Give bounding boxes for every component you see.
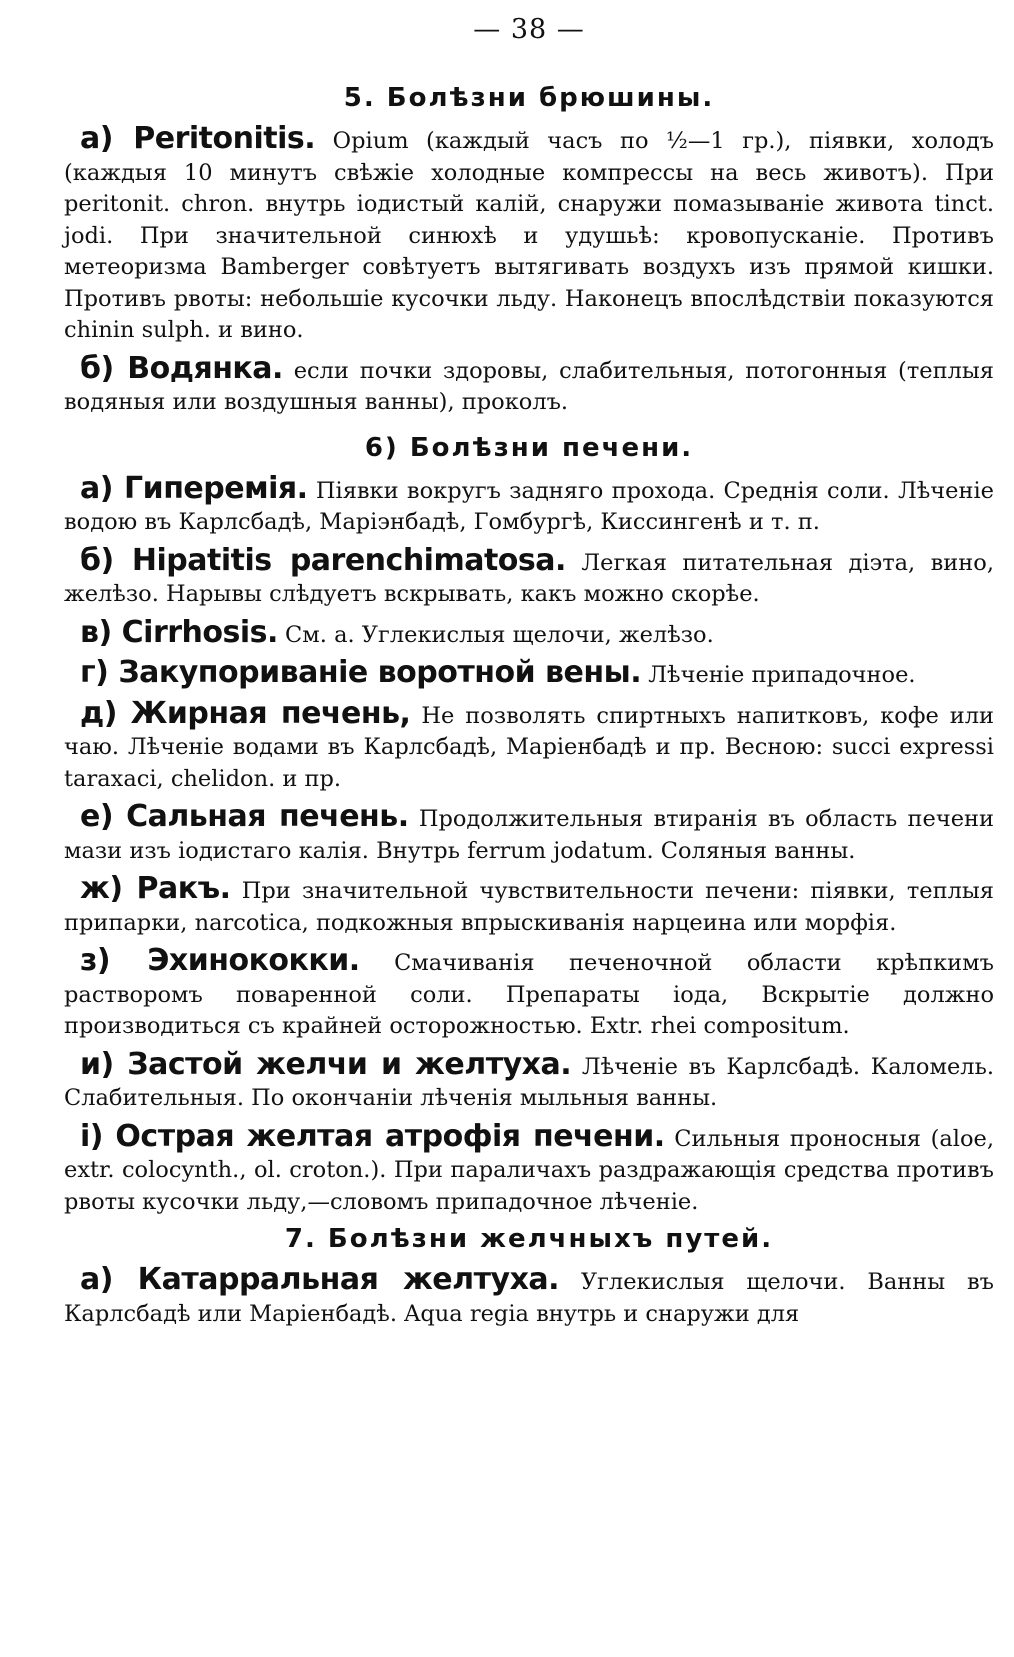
entry-text: Легкая питательная діэта, вино, желѣзо. Нарывы слѣдуетъ вскрывать, какъ можно скорѣе. [64,549,994,607]
section-heading-bile-ducts: 7. Болѣзни желчныхъ путей. [284,1224,774,1254]
entry-term: і) Острая желтая атрофія печени. [80,1118,665,1154]
entry-text: Продолжительныя втиранія въ область печени мази изъ іодистаго калія. Внутрь ferrum jodatum. Соляныя ванны. [64,806,995,864]
entry-text: Не позволять спиртныхъ напитковъ, кофе или чаю. Лѣченіе водами въ Карлсбадѣ, Маріенбадѣ и пр. Весною: succi expressi taraxaci, chelidon. и пр. [64,702,994,792]
entry-text: Opium (каждый часъ по ½—1 гр.), піявки, холодъ (каждыя 10 минутъ свѣжіе холодные компрессы на весь животъ). При peritonit. chron. внутрь іодистый калій, снаружи помазываніе живота tinct. jodi. При значительной синюхѣ и удушьѣ: кровопусканіе. Противъ метеоризма Bamberger совѣтуетъ вытягивать воздухъ изъ прямой кишки. Противъ рвоты: небольшіе кусочки льду. Наконецъ впослѣдствіи показуются chinin sulph. и вино. [64,128,994,343]
entry-term: ж) Ракъ. [80,871,231,906]
entry-text: Углекислыя щелочи. Ванны въ Карлсбадѣ или Маріенбадѣ. Aqua regia внутрь и снаружи для [64,1269,994,1327]
entry-term: а) Гиперемія. [80,470,308,506]
entry-term: з) Эхинококки. [80,943,360,978]
entry-peritonitis [64,123,994,347]
entry-term: е) Сальная печень. [80,799,409,834]
entry-term: в) Cirrhosis. [80,614,278,650]
entry-term: б) Водянка. [80,350,283,386]
entry-portal-vein [64,657,994,692]
entry-term: а) Катарральная желтуха. [80,1262,560,1297]
entry-text: если почки здоровы, слабительныя, потогонныя (теплыя водяныя или воздушныя ванны), проколъ. [64,357,994,415]
entry-text: Лѣченіе въ Карлсбадѣ. Каломель. Слабительныя. По окончаніи лѣченія мыльныя ванны. [64,1053,994,1111]
entry-yellow-atrophy [64,1118,994,1219]
entry-text: См. а. Углекислыя щелочи, желѣзо. [277,621,714,648]
entry-fatty-liver [64,695,994,796]
page-number: — 38 — [473,14,585,45]
section-heading-peritoneum: 5. Болѣзни брюшины. [343,83,715,113]
entry-echinococci [64,945,994,1043]
entry-term: г) Закупориваніе воротной вены. [80,655,642,690]
entry-term: а) Peritonitis. [80,121,316,156]
entry-term: д) Жирная печень, [80,695,411,731]
entry-hepatitis [64,542,994,611]
entry-catarrhal-jaundice [64,1264,994,1330]
entry-text: Сильныя проносныя (aloe, extr. colocynth., ol. croton.). При параличахъ раздражающія средства противъ рвоты кусочки льду,—словомъ припадочное лѣченіе. [64,1125,994,1215]
entry-text: При значительной чувствительности печени: піявки, теплыя припарки, narcotica, подкожныя впрыскиванія нарцеина или морфія. [64,878,994,936]
entry-term: и) Застой желчи и желтуха. [80,1046,572,1082]
entry-hyperemia [64,470,994,539]
entry-term: б) Hipatitis parenchimatosa. [80,542,566,578]
book-page [64,14,994,1336]
entry-dropsy [64,350,994,419]
entry-cirrhosis [64,614,994,652]
entry-cancer [64,873,994,939]
entry-text: Лѣченіе припадочное. [641,662,916,688]
entry-bile-stasis [64,1046,994,1115]
entry-amyloid-liver [64,801,994,867]
entry-text: Смачиванія печеночной области крѣпкимъ растворомъ поваренной соли. Препараты іода, Вскрытіе должно производиться съ крайней осторожностью. Extr. rhei compositum. [64,950,994,1039]
entry-text: Піявки вокругъ задняго прохода. Среднія соли. Лѣченіе водою въ Карлсбадѣ, Маріэнбадѣ, Гомбургѣ, Киссингенѣ и т. п. [64,477,994,535]
section-heading-liver: 6) Болѣзни печени. [364,432,694,463]
